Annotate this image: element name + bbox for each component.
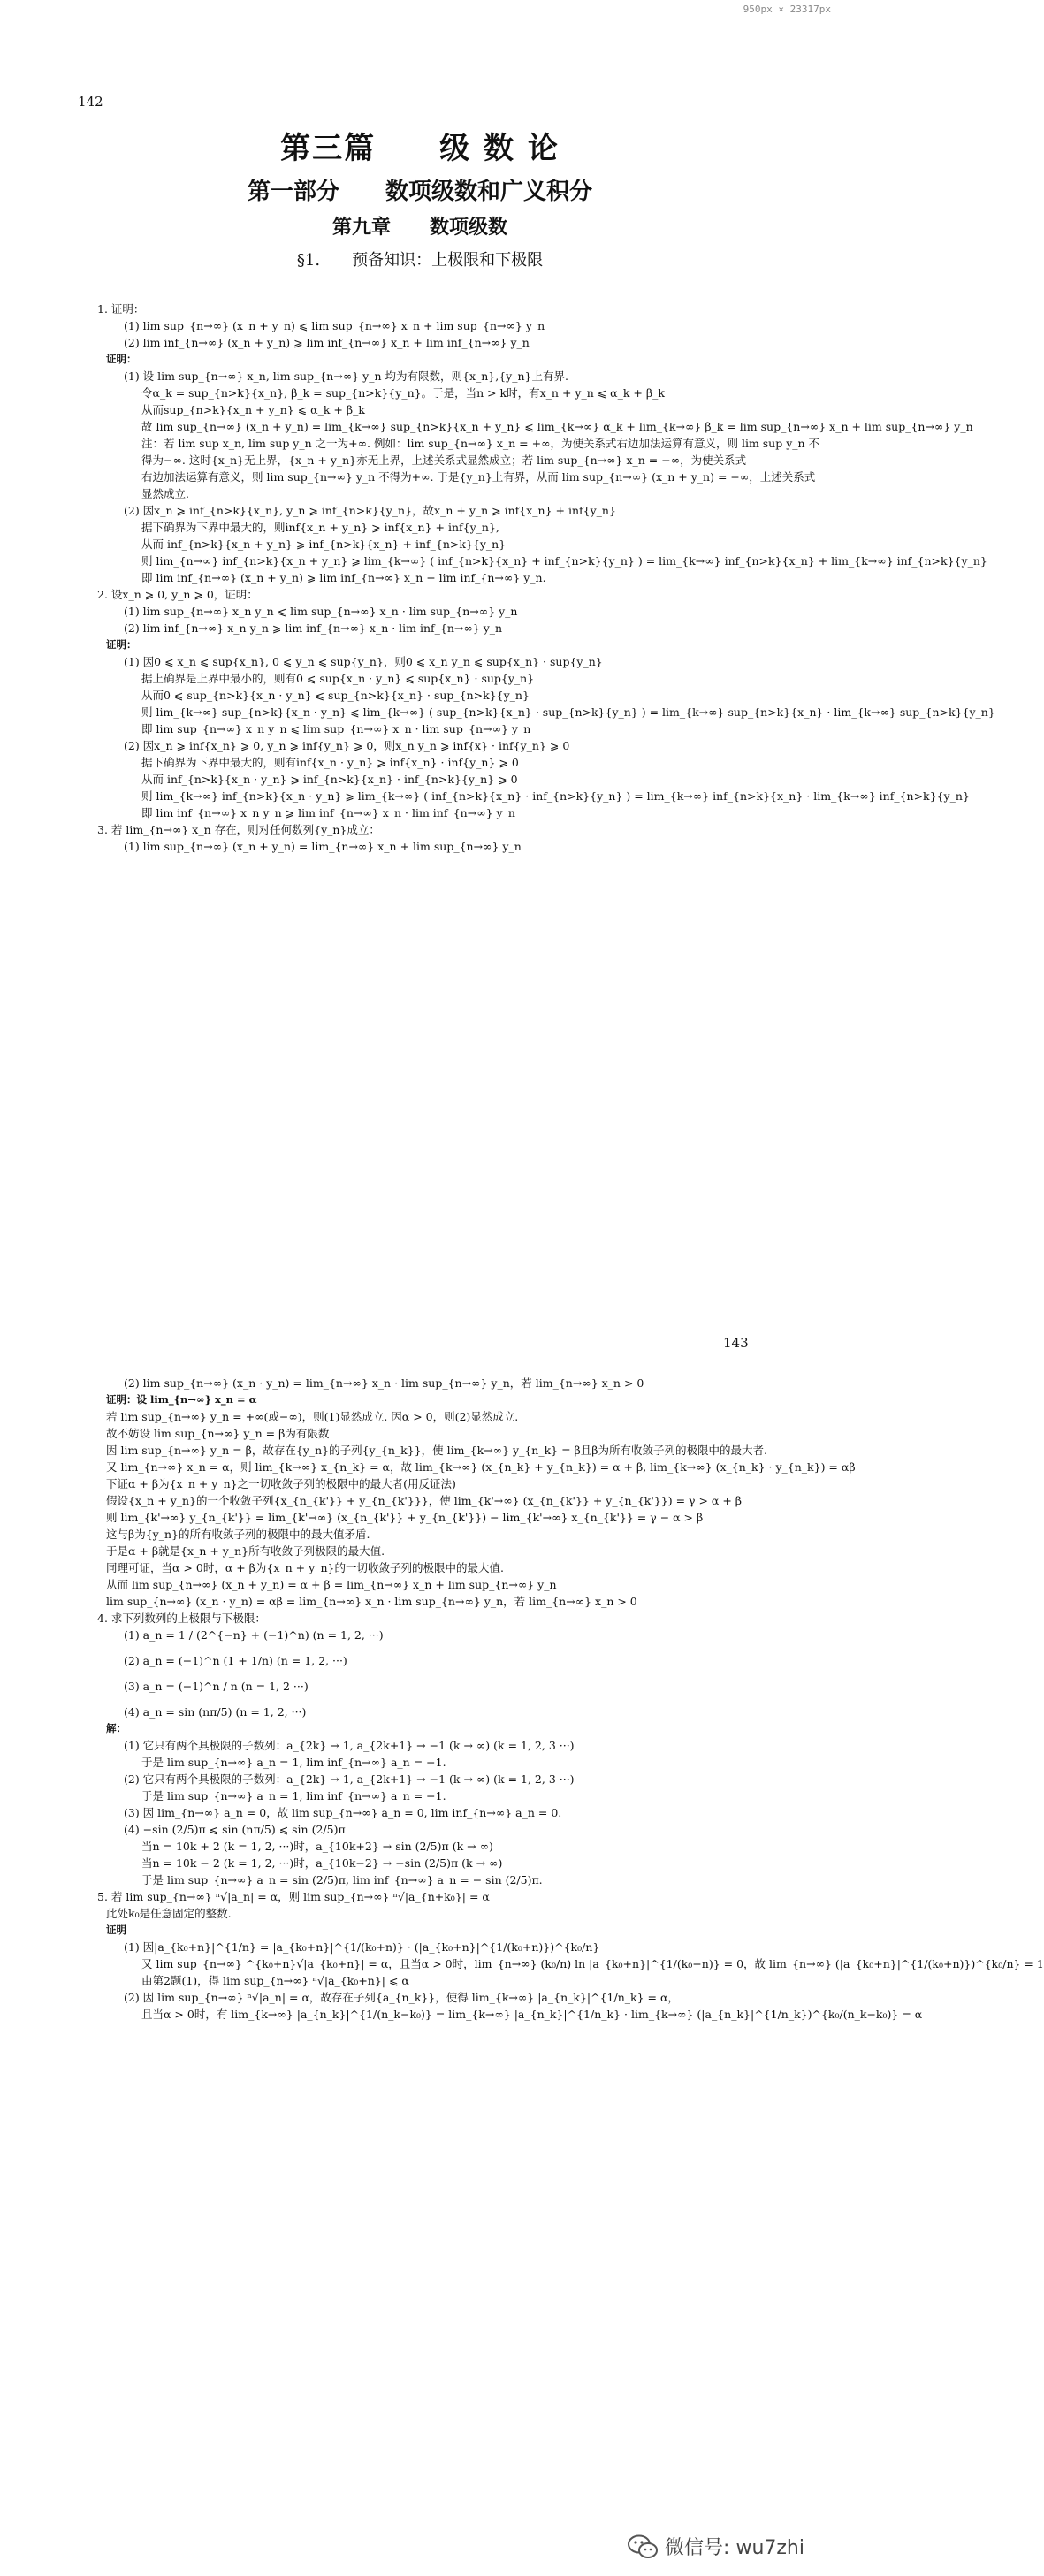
text-line: 令α_k = sup_{n>k}{x_n}, β_k = sup_{n>k}{y_n}。于是，当n > k时，有x_n + y_n ⩽ α_k + β_k [141, 386, 665, 400]
text-line: (1) lim sup_{n→∞} (x_n + y_n) ⩽ lim sup_{n→∞} x_n + lim sup_{n→∞} y_n [124, 319, 545, 332]
text-line: 于是α + β就是{x_n + y_n}所有收敛子列极限的最大值. [106, 1544, 385, 1558]
proof-label: 证明 [106, 1924, 126, 1936]
line-gap [97, 1695, 751, 1703]
text-line: (2) lim sup_{n→∞} (x_n · y_n) = lim_{n→∞} x_n · lim sup_{n→∞} y_n，若 lim_{n→∞} x_n > 0 [124, 1376, 644, 1390]
text-line: (2) lim inf_{n→∞} (x_n + y_n) ⩾ lim inf_{n→∞} x_n + lim inf_{n→∞} y_n [124, 336, 530, 349]
text-line: 2. 设x_n ⩾ 0, y_n ⩾ 0，证明： [97, 588, 258, 601]
text-line: 据下确界为下界中最大的，则inf{x_n + y_n} ⩾ inf{x_n} + inf{y_n}, [141, 521, 499, 534]
text-line: 4. 求下列数列的上极限与下极限： [97, 1612, 266, 1625]
text-line: (2) 因 lim sup_{n→∞} ⁿ√|a_n| = α，故存在子列{a_{n_k}}，使得 lim_{k→∞} |a_{n_k}|^{1/n_k} = α， [124, 1991, 679, 2004]
text-line: 据下确界为下界中最大的，则有inf{x_n · y_n} ⩾ inf{x_n} · inf{y_n} ⩾ 0 [141, 756, 519, 769]
text-line: 故 lim sup_{n→∞} (x_n + y_n) = lim_{k→∞} sup_{n>k}{x_n + y_n} ⩽ lim_{k→∞} α_k + lim_{k→∞} β_k = lim sup_{n→∞} x_n + lim sup_{n→∞} y_n [141, 420, 973, 433]
text-line: (4) a_n = sin (nπ/5) (n = 1, 2, ···) [124, 1705, 307, 1719]
page2-body [97, 1375, 1044, 2023]
text-line: 从而 inf_{n>k}{x_n · y_n} ⩾ inf_{n>k}{x_n} · inf_{n>k}{y_n} ⩾ 0 [141, 773, 518, 786]
text-line: 故不妨设 lim sup_{n→∞} y_n = β为有限数 [106, 1427, 330, 1440]
text-line: 同理可证，当α > 0时，α + β为{x_n + y_n}的一切收敛子列的极限中的最大值. [106, 1561, 504, 1574]
text-line: (1) 因0 ⩽ x_n ⩽ sup{x_n}, 0 ⩽ y_n ⩽ sup{y_n}，则0 ⩽ x_n y_n ⩽ sup{x_n} · sup{y_n} [124, 655, 603, 668]
text-line: (2) lim inf_{n→∞} x_n y_n ⩾ lim inf_{n→∞} x_n · lim inf_{n→∞} y_n [124, 621, 503, 635]
text-line: 1. 证明： [97, 302, 145, 316]
page1-body [97, 301, 995, 855]
wechat-icon [628, 2534, 658, 2559]
text-line: (3) a_n = (−1)^n / n (n = 1, 2 ···) [124, 1680, 309, 1693]
line-gap [97, 1643, 751, 1652]
text-line: 又 lim sup_{n→∞} ^{k₀+n}√|a_{k₀+n}| = α，且当α > 0时，lim_{n→∞} (k₀/n) ln |a_{k₀+n}|^{1/(k₀+n)} = 0，故 lim_{n→∞} (|a_{k₀+n}|^{1/(k₀+n)})^{k₀/n} = 1 [141, 1957, 1044, 1970]
text-line: 于是 lim sup_{n→∞} a_n = 1, lim inf_{n→∞} a_n = −1. [141, 1789, 446, 1802]
text-line: 显然成立. [141, 487, 189, 500]
text-line: 当n = 10k + 2 (k = 1, 2, ···)时，a_{10k+2} → sin (2/5)π (k → ∞) [141, 1840, 493, 1853]
chapter-title: 第九章 数项级数 [331, 216, 507, 239]
proof-label: 证明： [106, 353, 137, 365]
text-line: 从而0 ⩽ sup_{n>k}{x_n · y_n} ⩽ sup_{n>k}{x_n} · sup_{n>k}{y_n} [141, 689, 530, 702]
page-number: 142 [78, 94, 103, 110]
text-line: 5. 若 lim sup_{n→∞} ⁿ√|a_n| = α，则 lim sup_{n→∞} ⁿ√|a_{n+k₀}| = α [97, 1890, 490, 1903]
text-line: 又 lim_{n→∞} x_n = α，则 lim_{k→∞} x_{n_k} = α，故 lim_{k→∞} (x_{n_k} + y_{n_k}) = α + β, lim_{k→∞} (x_{n_k} · y_{n_k}) = αβ [106, 1460, 856, 1474]
text-line: (4) −sin (2/5)π ⩽ sin (nπ/5) ⩽ sin (2/5)π [124, 1823, 346, 1836]
text-line: 由第2题(1)，得 lim sup_{n→∞} ⁿ√|a_{k₀+n}| ⩽ α [141, 1974, 409, 1987]
text-line: 若 lim sup_{n→∞} y_n = +∞(或−∞)，则(1)显然成立. 因α > 0，则(2)显然成立. [106, 1410, 519, 1423]
text-line: 则 lim_{n→∞} inf_{n>k}{x_n + y_n} ⩾ lim_{k→∞} ( inf_{n>k}{x_n} + inf_{n>k}{y_n} ) = lim_{k→∞} inf_{n>k}{x_n} + lim_{k→∞} inf_{n>k}{y_n} [141, 554, 987, 568]
text-line: (2) 因x_n ⩾ inf_{n>k}{x_n}, y_n ⩾ inf_{n>k}{y_n}，故x_n + y_n ⩾ inf{x_n} + inf{y_n} [124, 504, 616, 517]
text-line: 3. 若 lim_{n→∞} x_n 存在，则对任何数列{y_n}成立： [97, 823, 380, 836]
text-line: 注：若 lim sup x_n, lim sup y_n 之一为+∞. 例如：lim sup_{n→∞} x_n = +∞，为使关系式右边加法运算有意义，则 lim sup y_n 不 [141, 437, 820, 450]
section-title: 第一部分 数项级数和广义积分 [247, 179, 592, 205]
image-size-label: 950px × 23317px [743, 4, 831, 15]
page-number-2: 143 [723, 1335, 749, 1351]
text-line: 此处k₀是任意固定的整数. [106, 1907, 232, 1920]
text-line: 则 lim_{k'→∞} y_{n_{k'}} = lim_{k'→∞} (x_{n_{k'}} + y_{n_{k'}}) − lim_{k'→∞} x_{n_{k'}} = γ − α > β [106, 1511, 704, 1524]
text-line: 于是 lim sup_{n→∞} a_n = 1, lim inf_{n→∞} a_n = −1. [141, 1756, 446, 1769]
proof-label: 证明： [106, 638, 137, 651]
text-line: 且当α > 0时，有 lim_{k→∞} |a_{n_k}|^{1/(n_k−k₀)} = lim_{k→∞} |a_{n_k}|^{1/n_k} · lim_{k→∞} (|a_{n_k}|^{1/n_k})^{k₀/(n_k−k₀)} = α [141, 2008, 923, 2021]
text-line: 据上确界是上界中最小的，则有0 ⩽ sup{x_n · y_n} ⩽ sup{x_n} · sup{y_n} [141, 672, 535, 685]
part-title: 第三篇 级 数 论 [280, 131, 560, 166]
line-gap [97, 1669, 751, 1678]
text-line: (2) 因x_n ⩾ inf{x_n} ⩾ 0, y_n ⩾ inf{y_n} ⩾ 0，则x_n y_n ⩾ inf{x} · inf{y_n} ⩾ 0 [124, 739, 570, 752]
text-line: (1) lim sup_{n→∞} (x_n + y_n) = lim_{n→∞} x_n + lim sup_{n→∞} y_n [124, 840, 522, 853]
text-line: lim sup_{n→∞} (x_n · y_n) = αβ = lim_{n→∞} x_n · lim sup_{n→∞} y_n，若 lim_{n→∞} x_n > 0 [106, 1595, 637, 1608]
text-line: (1) 因|a_{k₀+n}|^{1/n} = |a_{k₀+n}|^{1/(k₀+n)} · (|a_{k₀+n}|^{1/(k₀+n)})^{k₀/n} [124, 1940, 600, 1954]
proof-label: 解： [106, 1722, 126, 1734]
text-line: 则 lim_{k→∞} sup_{n>k}{x_n · y_n} ⩽ lim_{k→∞} ( sup_{n>k}{x_n} · sup_{n>k}{y_n} ) = lim_{k→∞} sup_{n>k}{x_n} · lim_{k→∞} sup_{n>k}{y_n} [141, 705, 995, 719]
text-line: 当n = 10k − 2 (k = 1, 2, ···)时，a_{10k−2} → −sin (2/5)π (k → ∞) [141, 1856, 503, 1870]
text-line: (1) lim sup_{n→∞} x_n y_n ⩽ lim sup_{n→∞} x_n · lim sup_{n→∞} y_n [124, 605, 518, 618]
text-line: 从而 inf_{n>k}{x_n + y_n} ⩾ inf_{n>k}{x_n} + inf_{n>k}{y_n} [141, 537, 507, 551]
subsection-title: §1. 预备知识：上极限和下极限 [296, 251, 544, 270]
text-line: (1) 它只有两个具极限的子数列：a_{2k} → 1, a_{2k+1} → −1 (k → ∞) (k = 1, 2, 3 ···) [124, 1739, 575, 1752]
text-line: 即 lim inf_{n→∞} (x_n + y_n) ⩾ lim inf_{n→∞} x_n + lim inf_{n→∞} y_n. [141, 571, 546, 584]
text-line: 下证α + β为{x_n + y_n}之一切收敛子列的极限中的最大者(用反证法) [106, 1477, 456, 1490]
text-line: 因 lim sup_{n→∞} y_n = β，故存在{y_n}的子列{y_{n_k}}，使 lim_{k→∞} y_{n_k} = β且β为所有收敛子列的极限中的最大者. [106, 1444, 767, 1457]
text-line: (1) a_n = 1 / (2^{−n} + (−1)^n) (n = 1, 2, ···) [124, 1628, 384, 1642]
text-line: 即 lim sup_{n→∞} x_n y_n ⩽ lim sup_{n→∞} x_n · lim sup_{n→∞} y_n [141, 722, 531, 735]
text-line: 这与β为{y_n}的所有收敛子列的极限中的最大值矛盾. [106, 1528, 370, 1541]
text-line: 从而 lim sup_{n→∞} (x_n + y_n) = α + β = lim_{n→∞} x_n + lim sup_{n→∞} y_n [106, 1578, 557, 1591]
watermark [628, 2533, 804, 2560]
watermark-text: 微信号: wu7zhi [665, 2537, 804, 2559]
text-line: 即 lim inf_{n→∞} x_n y_n ⩾ lim inf_{n→∞} x_n · lim inf_{n→∞} y_n [141, 806, 515, 819]
text-line: (1) 设 lim sup_{n→∞} x_n, lim sup_{n→∞} y_n 均为有限数，则{x_n},{y_n}上有界. [124, 370, 568, 383]
text-line: 右边加法运算有意义，则 lim sup_{n→∞} y_n 不得为+∞. 于是{y_n}上有界，从而 lim sup_{n→∞} (x_n + y_n) = −∞，上述关系式 [141, 470, 816, 484]
text-line: 则 lim_{k→∞} inf_{n>k}{x_n · y_n} ⩾ lim_{k→∞} ( inf_{n>k}{x_n} · inf_{n>k}{y_n} ) = lim_{k→∞} inf_{n>k}{x_n} · lim_{k→∞} inf_{n>k}{y_n} [141, 789, 970, 803]
text-line: (2) a_n = (−1)^n (1 + 1/n) (n = 1, 2, ···) [124, 1654, 347, 1667]
text-line: 得为−∞. 这时{x_n}无上界，{x_n + y_n}亦无上界，上述关系式显然成立；若 lim sup_{n→∞} x_n = −∞，为使关系式 [141, 453, 747, 467]
proof-label: 证明：设 lim_{n→∞} x_n = α [106, 1393, 257, 1406]
text-line: (2) 它只有两个具极限的子数列：a_{2k} → 1, a_{2k+1} → −1 (k → ∞) (k = 1, 2, 3 ···) [124, 1772, 575, 1786]
text-line: (3) 因 lim_{n→∞} a_n = 0，故 lim sup_{n→∞} a_n = 0, lim inf_{n→∞} a_n = 0. [124, 1806, 562, 1819]
text-line: 从而sup_{n>k}{x_n + y_n} ⩽ α_k + β_k [141, 403, 365, 416]
text-line: 假设{x_n + y_n}的一个收敛子列{x_{n_{k'}} + y_{n_{k'}}}，使 lim_{k'→∞} (x_{n_{k'}} + y_{n_{k'}}) = γ > α + β [106, 1494, 743, 1507]
text-line: 于是 lim sup_{n→∞} a_n = sin (2/5)π, lim inf_{n→∞} a_n = − sin (2/5)π. [141, 1873, 543, 1886]
